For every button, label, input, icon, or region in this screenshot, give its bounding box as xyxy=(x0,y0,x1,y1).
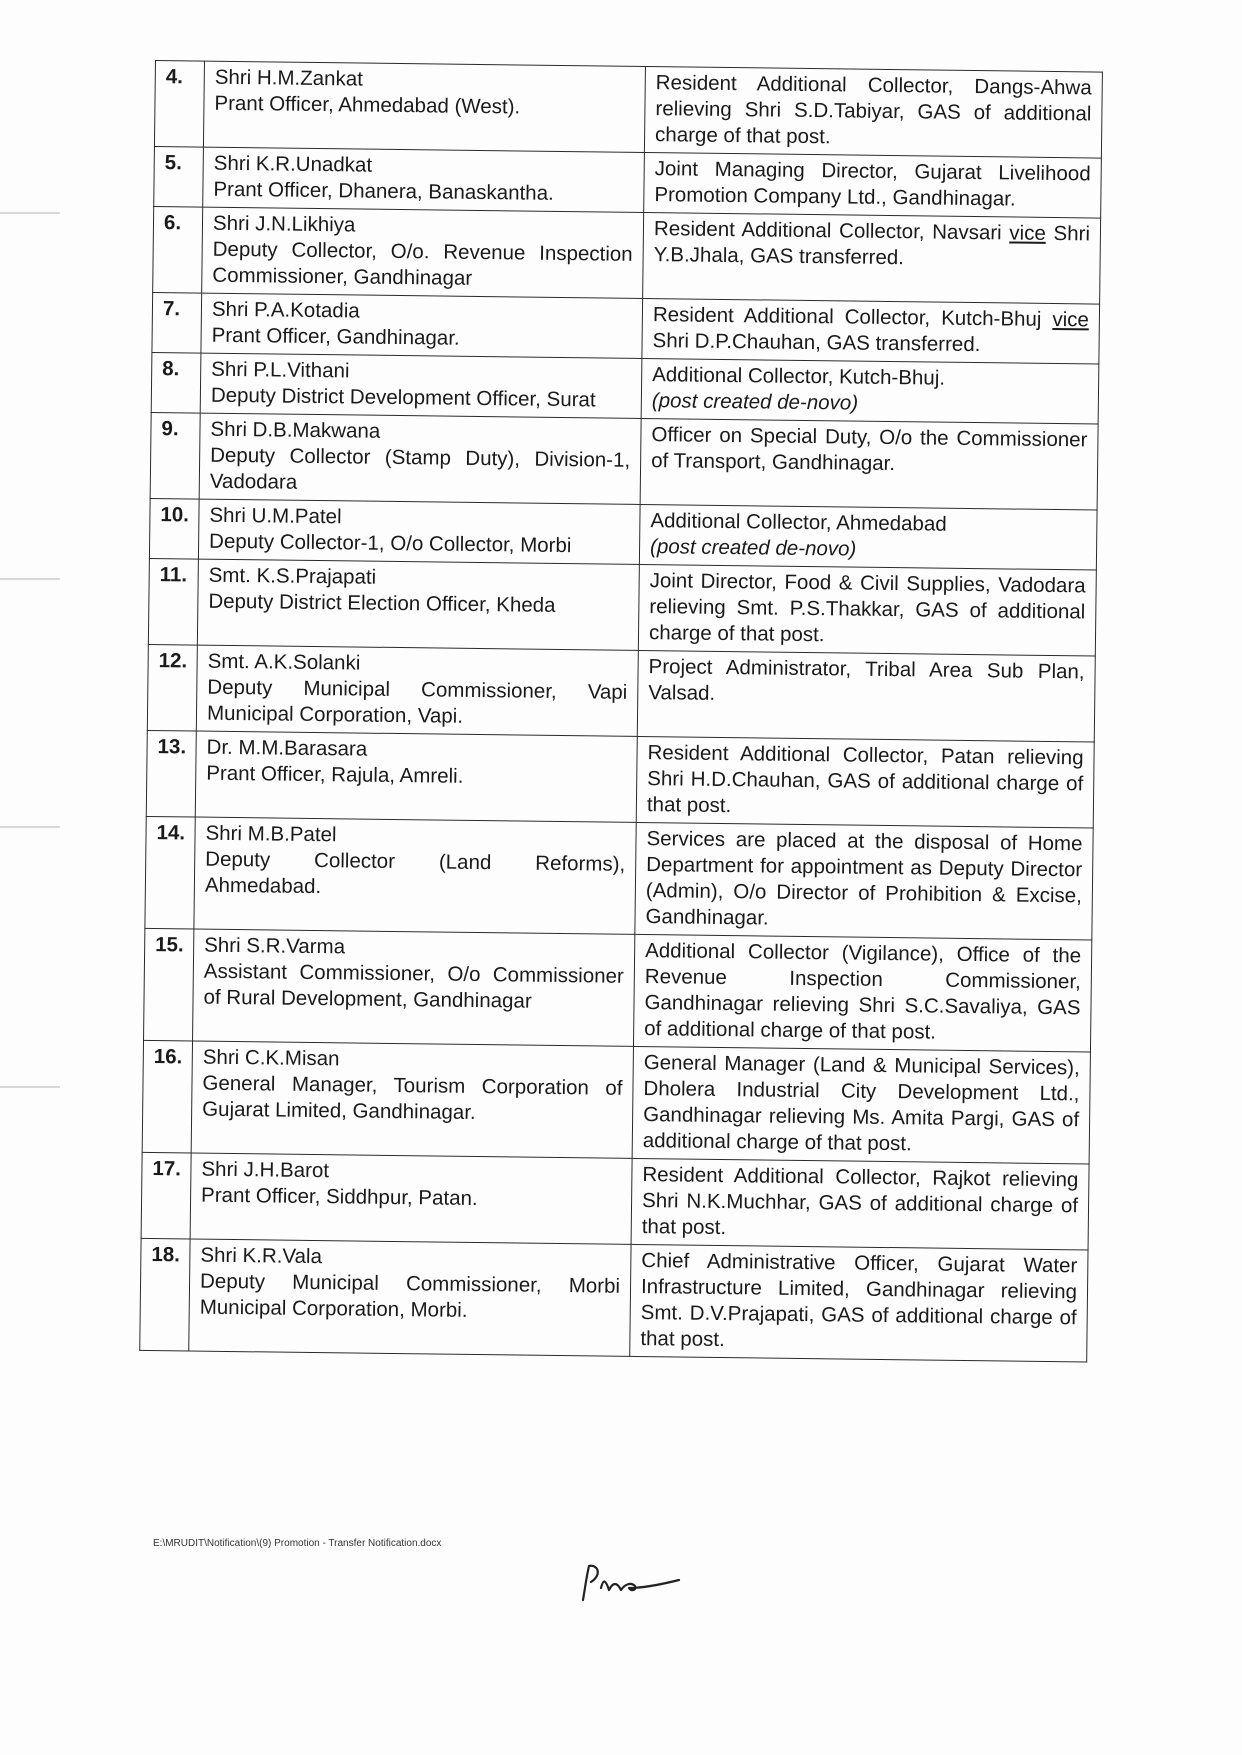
officer-designation: Prant Officer, Ahmedabad (West). xyxy=(214,91,521,119)
posting-table-body xyxy=(140,61,1103,1362)
officer-cell xyxy=(194,817,636,934)
new-posting-cell xyxy=(636,736,1094,828)
officer-cell xyxy=(196,645,638,736)
serial-number: 11. xyxy=(148,558,198,645)
officer-name: Shri C.K.Misan xyxy=(202,1045,340,1071)
officer-designation: Prant Officer, Siddhpur, Patan. xyxy=(200,1183,478,1211)
scan-margin-mark xyxy=(0,212,60,214)
officer-cell xyxy=(203,61,645,152)
new-posting-cell xyxy=(637,650,1095,742)
new-posting-text: Officer on Special Duty, O/o the Commissioner of Transport, Gandhinagar. xyxy=(651,423,1088,476)
serial-number: 9. xyxy=(150,412,200,499)
officer-name: Shri K.R.Unadkat xyxy=(213,151,373,177)
officer-designation: Deputy Municipal Commissioner, Morbi Municipal Corporation, Morbi. xyxy=(199,1269,621,1322)
serial-number: 7. xyxy=(152,292,202,353)
new-posting-text: Resident Additional Collector, Dangs-Ahwa relieving Shri S.D.Tabiyar, GAS of additional charge of that post. xyxy=(654,71,1092,149)
new-posting-text: Joint Director, Food & Civil Supplies, Vadodara relieving Smt. P.S.Thakkar, GAS of additional charge of that post. xyxy=(648,569,1086,647)
posting-note: (post created de-novo) xyxy=(651,389,859,415)
officer-designation: Prant Officer, Dhanera, Banaskantha. xyxy=(213,177,554,205)
scan-margin-mark xyxy=(0,826,60,828)
vice-officer-text: Shri Y.B.Jhala, GAS transferred. xyxy=(653,221,1091,270)
table-row xyxy=(140,1238,1088,1362)
table-row xyxy=(154,61,1102,159)
officer-name: Shri J.H.Barot xyxy=(201,1157,330,1183)
table-row xyxy=(147,644,1095,742)
officer-cell xyxy=(202,207,644,298)
new-posting-text: Additional Collector, Kutch-Bhuj. xyxy=(652,363,946,390)
new-posting-cell xyxy=(644,66,1102,158)
new-posting-cell xyxy=(630,1244,1088,1362)
table-row xyxy=(141,1152,1089,1250)
new-posting-cell xyxy=(635,822,1093,940)
new-posting-text: Chief Administrative Officer, Gujarat Water Infrastructure Limited, Gandhinagar relieving Smt. D.V.Prajapati, GAS of additional charge of that post. xyxy=(640,1249,1078,1352)
officer-designation: Deputy District Development Officer, Surat xyxy=(210,383,596,412)
table-row xyxy=(148,558,1096,656)
officer-name: Dr. M.M.Barasara xyxy=(206,735,368,761)
posting-table xyxy=(139,60,1103,1362)
new-posting-cell xyxy=(632,1046,1090,1164)
new-posting-cell xyxy=(631,1158,1089,1250)
officer-name: Shri P.L.Vithani xyxy=(211,357,350,383)
table-row xyxy=(145,816,1093,940)
new-posting-text: General Manager (Land & Municipal Services), Dholera Industrial City Development Ltd., Gandhinagar relieving Ms. Amita Pargi, GAS of additional charge of that post. xyxy=(642,1051,1080,1156)
new-posting-cell xyxy=(638,564,1096,656)
officer-cell xyxy=(199,413,641,504)
new-posting-cell xyxy=(641,358,1099,424)
officer-cell xyxy=(193,929,635,1046)
new-posting-cell xyxy=(643,212,1101,304)
table-row xyxy=(146,730,1094,828)
officer-name: Smt. A.K.Solanki xyxy=(207,649,361,675)
officer-cell xyxy=(197,559,639,650)
officer-name: Shri U.M.Patel xyxy=(209,503,342,529)
table-row xyxy=(142,1040,1090,1164)
new-posting-text: Joint Managing Director, Gujarat Livelihood Promotion Company Ltd., Gandhinagar. xyxy=(654,157,1091,211)
officer-cell xyxy=(191,1041,633,1158)
officer-designation: Assistant Commissioner, O/o Commissioner of Rural Development, Gandhinagar xyxy=(203,959,624,1013)
new-posting-text: Resident Additional Collector, Navsari xyxy=(653,217,1002,245)
serial-number: 13. xyxy=(146,730,196,817)
table-row xyxy=(144,928,1092,1052)
posting-note: (post created de-novo) xyxy=(649,535,857,561)
new-posting-cell xyxy=(642,298,1100,364)
officer-designation: Deputy Municipal Commissioner, Vapi Municipal Corporation, Vapi. xyxy=(206,675,628,728)
officer-name: Shri J.N.Likhiya xyxy=(212,211,356,237)
new-posting-text: Resident Additional Collector, Patan relieving Shri H.D.Chauhan, GAS of additional charge of that post. xyxy=(646,741,1084,818)
table-row xyxy=(150,412,1098,510)
new-posting-text: Additional Collector, Ahmedabad xyxy=(650,509,947,536)
officer-name: Shri K.R.Vala xyxy=(200,1243,323,1269)
vice-officer-text: Shri D.P.Chauhan, GAS transferred. xyxy=(652,329,981,357)
scan-margin-mark xyxy=(0,578,60,580)
officer-cell xyxy=(203,147,645,212)
serial-number: 15. xyxy=(144,928,194,1041)
serial-number: 10. xyxy=(149,498,199,559)
officer-name: Smt. K.S.Prajapati xyxy=(208,563,377,589)
officer-designation: Prant Officer, Gandhinagar. xyxy=(211,323,460,350)
footer-file-path: E:\MRUDIT\Notification\(9) Promotion - Transfer Notification.docx xyxy=(153,1538,442,1549)
officer-name: Shri P.A.Kotadia xyxy=(211,297,360,323)
new-posting-cell xyxy=(639,504,1097,570)
officer-designation: General Manager, Tourism Corporation of Gujarat Limited, Gandhinagar. xyxy=(202,1071,623,1124)
new-posting-cell xyxy=(633,934,1091,1052)
handwritten-signature xyxy=(575,1560,695,1610)
new-posting-text: Resident Additional Collector, Kutch-Bhuj xyxy=(652,303,1042,331)
vice-word: vice xyxy=(1052,307,1090,332)
officer-designation: Prant Officer, Rajula, Amreli. xyxy=(206,761,464,788)
scan-margin-mark xyxy=(0,1086,60,1088)
serial-number: 8. xyxy=(151,352,201,413)
officer-name: Shri M.B.Patel xyxy=(205,821,337,847)
serial-number: 6. xyxy=(153,206,203,293)
table-row xyxy=(153,206,1101,304)
serial-number: 12. xyxy=(147,644,197,731)
officer-cell xyxy=(200,353,642,418)
serial-number: 18. xyxy=(140,1238,190,1351)
serial-number: 4. xyxy=(154,61,204,148)
serial-number: 14. xyxy=(145,816,195,929)
new-posting-text: Resident Additional Collector, Rajkot relieving Shri N.K.Muchhar, GAS of additional charge of that post. xyxy=(641,1163,1079,1240)
officer-cell xyxy=(198,499,640,564)
officer-cell xyxy=(195,731,637,822)
new-posting-text: Additional Collector (Vigilance), Office of the Revenue Inspection Commissioner, Gandhinagar relieving Shri S.C.Savaliya, GAS of additional charge of that post. xyxy=(644,939,1082,1044)
officer-name: Shri S.R.Varma xyxy=(204,933,346,959)
officer-cell xyxy=(201,293,643,358)
officer-cell xyxy=(189,1239,631,1356)
officer-name: Shri D.B.Makwana xyxy=(210,417,381,443)
officer-designation: Deputy Collector-1, O/o Collector, Morbi xyxy=(208,529,572,558)
new-posting-cell xyxy=(640,418,1098,510)
new-posting-text: Project Administrator, Tribal Area Sub Plan, Valsad. xyxy=(648,655,1085,705)
vice-word: vice xyxy=(1009,221,1046,245)
officer-designation: Deputy District Election Officer, Kheda xyxy=(208,589,556,617)
officer-cell xyxy=(190,1153,632,1244)
officer-name: Shri H.M.Zankat xyxy=(214,65,364,91)
serial-number: 17. xyxy=(141,1152,191,1239)
new-posting-text: Services are placed at the disposal of Home Department for appointment as Deputy Director (Admin), O/o Director of Prohibition & Excise, Gandhinagar. xyxy=(645,827,1083,930)
officer-designation: Deputy Collector (Stamp Duty), Division-1, Vadodara xyxy=(209,443,631,494)
serial-number: 16. xyxy=(142,1040,192,1153)
new-posting-cell xyxy=(644,152,1102,218)
officer-designation: Deputy Collector (Land Reforms), Ahmedabad. xyxy=(204,847,626,899)
officer-designation: Deputy Collector, O/o. Revenue Inspection Commissioner, Gandhinagar xyxy=(212,237,633,290)
serial-number: 5. xyxy=(154,146,204,207)
